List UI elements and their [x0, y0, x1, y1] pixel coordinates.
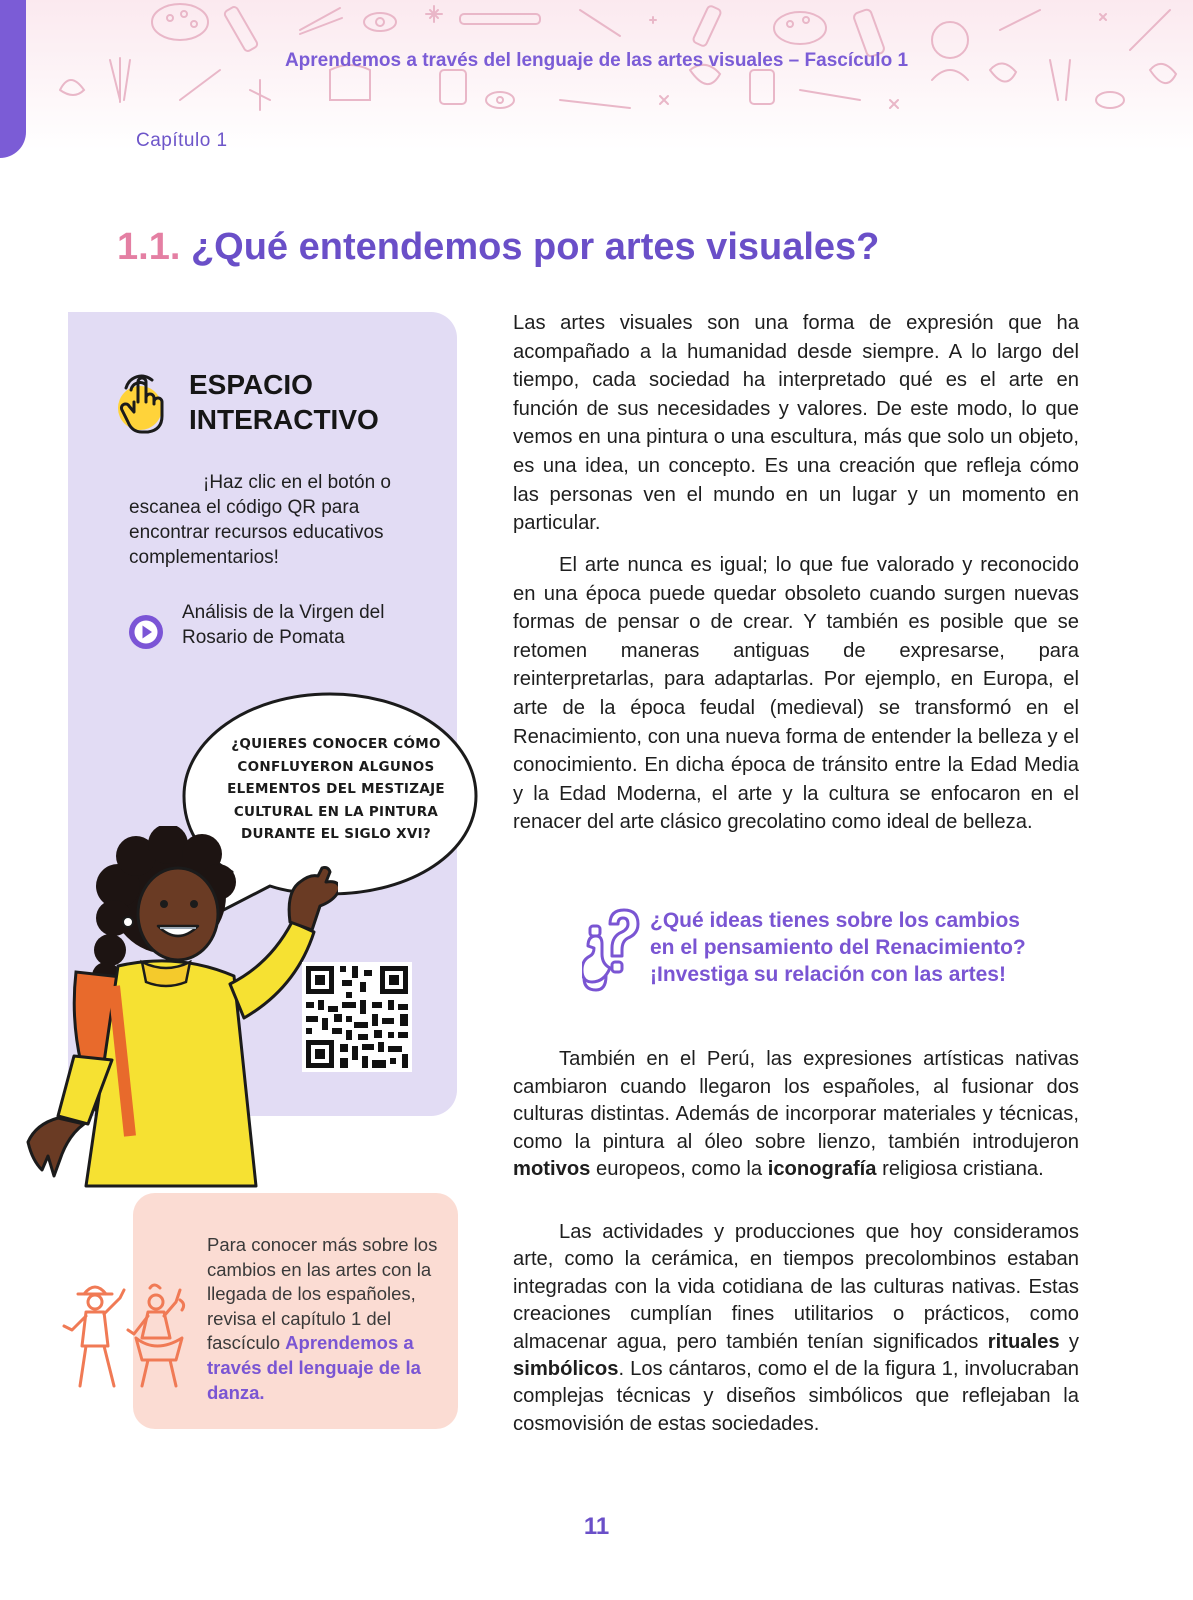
interactive-space-title	[189, 367, 379, 437]
interactive-instructions-wrap	[129, 470, 419, 570]
running-title: Aprendemos a través del lenguaje de las artes visuales – Fascículo 1	[284, 50, 909, 71]
paragraph-3	[513, 1046, 1079, 1184]
section-title	[117, 226, 879, 269]
play-icon[interactable]	[128, 614, 164, 650]
term-iconografia: iconografía	[767, 1158, 877, 1181]
note-text: Para conocer más sobre los cambios en las artes con la llegada de los españoles, revisa el capítulo 1 del fascículo	[207, 1234, 438, 1354]
fascicle-link[interactable]: Aprendemos a través del lenguaje de la danza.	[207, 1332, 421, 1403]
dancers-icon	[60, 1280, 190, 1392]
term-rituales: rituales	[987, 1330, 1060, 1353]
video-link[interactable]	[128, 600, 428, 656]
paragraph-3-c: religiosa cristiana.	[882, 1158, 1044, 1181]
video-link-label[interactable]: Análisis de la Virgen del Rosario de Pomata	[182, 602, 385, 648]
section-number: 1.1.	[117, 226, 181, 268]
header-band	[0, 0, 1193, 150]
question-marks-icon	[582, 906, 640, 994]
reflection-question	[650, 907, 1060, 988]
note-text-wrap	[207, 1233, 447, 1405]
speech-bubble-text: ¿QUIERES CONOCER CÓMO CONFLUYERON ALGUNOS ELEMENTOS DEL MESTIZAJE CULTURAL EN LA PINTURA DURANTE EL SIGLO XVI?	[227, 736, 445, 842]
paragraph-3-a: También en el Perú, las expresiones artísticas nativas cambiaron cuando llegaron los españoles, al fusionar dos culturas distintas. Además de incorporar materiales y técnicas, como la pintura al óleo sobre lienzo, también introdujeron	[513, 1048, 1079, 1153]
page-number: 11	[583, 1513, 610, 1540]
paragraph-2-wrap	[513, 551, 1079, 837]
question-line-1: ¿Qué ideas tienes sobre los cambios	[650, 909, 1020, 932]
paragraph-4-b: y	[1068, 1330, 1080, 1353]
chapter-label: Capítulo 1	[136, 130, 228, 151]
qr-code[interactable]	[302, 962, 412, 1072]
paragraph-3-b: europeos, como la	[596, 1158, 763, 1181]
interactive-instructions: ¡Haz clic en el botón o escanea el código QR para encontrar recursos educativos complementarios!	[129, 472, 391, 568]
question-line-2: en el pensamiento del Renacimiento?	[650, 936, 1026, 959]
question-line-3: ¡Investiga su relación con las artes!	[650, 963, 1006, 986]
pointing-hand-icon	[116, 368, 172, 441]
art-doodles-pattern	[0, 0, 1193, 150]
paragraph-2: El arte nunca es igual; lo que fue valorado y reconocido en una época puede quedar obsoleto cuando surgen nuevas formas de pensar o de crear. Y también es posible que se retomen maneras antiguas de expresarse, para reinterpretarlas, para adaptarlas. Por ejemplo, en Europa, el arte de la época feudal (medieval) se transformó en el Renacimiento, con una nueva forma de entender la belleza y el conocimiento. En dicha época de tránsito entre la Edad Media y la Edad Moderna, el arte y la cultura se enfocaron en el renacer del arte clásico grecolatino como ideal de belleza.	[513, 554, 1079, 834]
paragraph-4-a: Las actividades y producciones que hoy consideramos arte, como la cerámica, en tiempos precolombinos estaban integradas con la vida cotidiana de las culturas nativas. Estas creaciones cumplían fines utilitarios o prácticos, como almacenar agua, pero también tenían significados	[513, 1221, 1079, 1353]
paragraph-4	[513, 1219, 1079, 1438]
paragraph-4-c: . Los cántaros, como el de la figura 1, involucraban complejas técnicas y diseños simbólicos que reflejaban la cosmovisión de estas sociedades.	[513, 1358, 1079, 1435]
term-motivos: motivos	[513, 1158, 591, 1181]
side-tab	[0, 0, 26, 158]
interactive-title-line2: INTERACTIVO	[189, 404, 379, 435]
girl-illustration	[18, 826, 338, 1206]
term-simbolicos: simbólicos	[513, 1358, 619, 1381]
interactive-title-line1: ESPACIO	[189, 369, 313, 400]
paragraph-1: Las artes visuales son una forma de expresión que ha acompañado a la humanidad desde siempre. A lo largo del tiempo, cada sociedad ha interpretado qué es el arte en función de sus necesidades y valores. De este modo, lo que vemos en una pintura o una escultura, más que solo un objeto, es una idea, un concepto. Es una creación que refleja cómo las personas ven el mundo en un lugar y un momento en particular.	[513, 312, 1079, 535]
section-title-text: ¿Qué entendemos por artes visuales?	[190, 226, 880, 268]
